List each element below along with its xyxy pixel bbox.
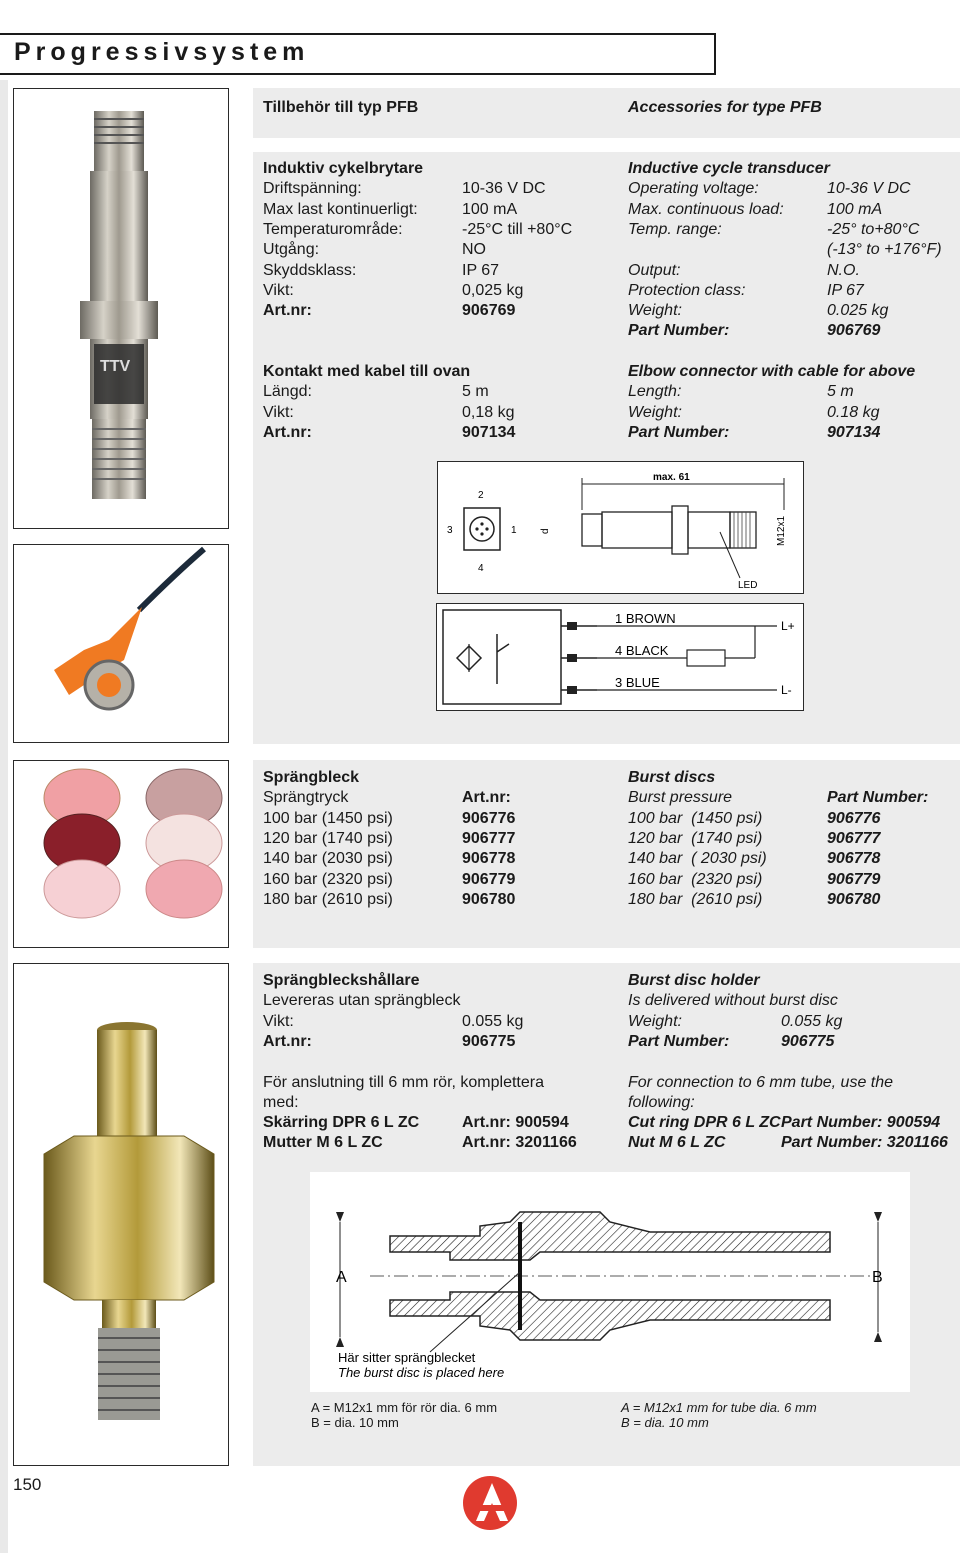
spec-value: 906769	[827, 322, 881, 340]
burst-discs-en	[0, 768, 960, 913]
pin-label: 2	[478, 490, 484, 501]
holder-note-en: For connection to 6 mm tube, use the	[628, 1073, 894, 1091]
page-title: Progressivsystem	[14, 38, 310, 66]
burst-discs-title-sv: Sprängbleck	[263, 769, 360, 786]
spec-label: Vikt:	[263, 1012, 294, 1030]
label-b: B	[872, 1269, 883, 1286]
spec-label: Temperaturområde:	[263, 220, 403, 238]
spec-value: 907134	[462, 423, 516, 441]
accessories-heading	[0, 98, 960, 120]
footnote-line: A = M12x1 mm för rör dia. 6 mm	[311, 1400, 498, 1415]
table-header: Art.nr:	[462, 789, 511, 807]
spec-label: Weight:	[628, 302, 682, 320]
spec-label: Operating voltage:	[628, 180, 759, 198]
spec-label: Max. continuous load:	[628, 200, 784, 218]
spec-label: Vikt:	[263, 281, 294, 299]
footnote-sv	[311, 1400, 611, 1432]
spec-value: 0.025 kg	[827, 302, 889, 320]
spec-label: Max last kontinuerligt:	[263, 200, 418, 218]
wire-label: 4 BLACK	[615, 643, 669, 658]
burst-disc-note-sv: Här sitter sprängblecket	[338, 1350, 476, 1365]
max-length-label: max. 61	[653, 472, 690, 483]
spec-label: Weight:	[628, 1012, 682, 1030]
spec-label: Temp. range:	[628, 220, 722, 238]
footnote-line: B = dia. 10 mm	[621, 1415, 709, 1430]
spec-value: 0.055 kg	[781, 1012, 843, 1030]
holder-subtitle-en: Is delivered without burst disc	[628, 992, 838, 1010]
spec-label: Protection class:	[628, 281, 746, 299]
artnr-cell: 906780	[827, 890, 881, 908]
transducer-title-en: Inductive cycle transducer	[628, 160, 830, 177]
spec-label: Art.nr:	[263, 302, 312, 320]
brand-logo-icon	[462, 1475, 518, 1531]
spec-label: Part Number:	[628, 1032, 730, 1050]
spec-value: -25° to+80°C	[827, 220, 920, 238]
burst-disc-note-en: The burst disc is placed here	[338, 1365, 505, 1380]
accessories-title-sv: Tillbehör till typ PFB	[263, 99, 419, 116]
holder-note-en: following:	[628, 1093, 695, 1111]
artnr-cell: 906778	[462, 850, 516, 868]
holder-spec-en	[0, 971, 960, 1156]
holder-title-sv: Sprängbleckshållare	[263, 972, 420, 989]
spec-value: 10-36 V DC	[462, 180, 546, 198]
artnr-cell: 906779	[827, 870, 881, 888]
pressure-cell: 120 bar (1740 psi)	[628, 829, 763, 847]
spec-label: Part Number:	[628, 322, 730, 340]
footnote-en	[621, 1400, 921, 1432]
pin-label: 4	[478, 563, 484, 574]
spec-value: 906775	[781, 1032, 835, 1050]
thread-label: M12x1	[776, 515, 787, 546]
spec-value: 0,025 kg	[462, 281, 524, 299]
spec-label: Driftspänning:	[263, 180, 362, 198]
pressure-cell: 140 bar (2030 psi)	[263, 850, 393, 868]
wire-label: 3 BLUE	[615, 675, 660, 690]
d-label: d	[540, 528, 551, 534]
spec-label: Vikt:	[263, 403, 294, 421]
cable-spec-en	[0, 362, 960, 444]
part-number: Art.nr: 900594	[462, 1114, 569, 1132]
artnr-cell: 906779	[462, 870, 516, 888]
part-number: Art.nr: 3201166	[462, 1134, 577, 1152]
part-name: Skärring DPR 6 L ZC	[263, 1114, 420, 1132]
artnr-cell: 906776	[462, 809, 516, 827]
footnote-line: A = M12x1 mm for tube dia. 6 mm	[621, 1400, 817, 1415]
spec-value: 100 mA	[827, 200, 883, 218]
burst-discs-title-en: Burst discs	[628, 769, 716, 786]
cable-connector-photo	[13, 544, 229, 743]
pin-label: 1	[511, 525, 517, 536]
transducer-title-sv: Induktiv cykelbrytare	[263, 160, 424, 177]
spec-label: Art.nr:	[263, 423, 312, 441]
spec-value: 906775	[462, 1032, 516, 1050]
artnr-cell: 906778	[827, 850, 881, 868]
holder-section-drawing	[310, 1172, 910, 1392]
spec-value: 0.18 kg	[827, 403, 880, 421]
spec-value: N.O.	[827, 261, 860, 279]
spec-label: Part Number:	[628, 423, 730, 441]
pressure-cell: 160 bar (2320 psi)	[628, 870, 763, 888]
spec-value: 5 m	[462, 383, 489, 401]
spec-label: Output:	[628, 261, 681, 279]
page-number: 150	[13, 1475, 42, 1494]
spec-value: 5 m	[827, 383, 854, 401]
artnr-cell: 906776	[827, 809, 881, 827]
spec-label: Utgång:	[263, 241, 320, 259]
spec-value: (-13° to +176°F)	[827, 241, 942, 259]
footnote-line: B = dia. 10 mm	[311, 1415, 399, 1430]
dimension-drawing	[437, 461, 804, 594]
spec-value: 906769	[462, 302, 516, 320]
holder-note-sv: med:	[263, 1093, 299, 1111]
spec-value: IP 67	[827, 281, 864, 299]
transducer-spec-en	[0, 159, 960, 349]
part-name: Nut M 6 L ZC	[628, 1134, 726, 1152]
plus-label: L+	[781, 619, 795, 633]
pin-label: 3	[447, 525, 453, 536]
spec-value: -25°C till +80°C	[462, 220, 573, 238]
part-name: Mutter M 6 L ZC	[263, 1134, 383, 1152]
artnr-cell: 906777	[827, 829, 881, 847]
spec-label: Length:	[628, 383, 682, 401]
pressure-cell: 100 bar (1450 psi)	[628, 809, 763, 827]
minus-label: L-	[781, 683, 792, 697]
spec-label: Skyddsklass:	[263, 261, 357, 279]
holder-title-en: Burst disc holder	[628, 972, 760, 989]
spec-label: Weight:	[628, 403, 682, 421]
label-a: A	[336, 1269, 347, 1286]
spec-value: 10-36 V DC	[827, 180, 911, 198]
pressure-cell: 160 bar (2320 psi)	[263, 870, 393, 888]
pressure-cell: 100 bar (1450 psi)	[263, 809, 393, 827]
spec-value: 0.055 kg	[462, 1012, 524, 1030]
part-name: Cut ring DPR 6 L ZC	[628, 1114, 781, 1132]
wire-label: 1 BROWN	[615, 611, 676, 626]
table-header: Sprängtryck	[263, 789, 349, 807]
wiring-diagram	[436, 603, 804, 711]
table-header: Burst pressure	[628, 789, 733, 807]
holder-note-sv: För anslutning till 6 mm rör, komplettera	[263, 1073, 544, 1091]
spec-value: 907134	[827, 423, 881, 441]
part-number: Part Number: 900594	[781, 1114, 941, 1132]
accessories-title-en: Accessories for type PFB	[628, 99, 822, 116]
pressure-cell: 120 bar (1740 psi)	[263, 829, 393, 847]
spec-value: NO	[462, 241, 486, 259]
part-number: Part Number: 3201166	[781, 1134, 948, 1152]
spec-label: Art.nr:	[263, 1032, 312, 1050]
artnr-cell: 906780	[462, 890, 516, 908]
svg-text:TTV: TTV	[100, 358, 131, 375]
artnr-cell: 906777	[462, 829, 516, 847]
cable-title-sv: Kontakt med kabel till ovan	[263, 363, 471, 380]
pressure-cell: 180 bar (2610 psi)	[628, 890, 763, 908]
pressure-cell: 140 bar ( 2030 psi)	[628, 850, 767, 868]
spec-value: 100 mA	[462, 200, 518, 218]
led-label: LED	[738, 580, 758, 591]
pressure-cell: 180 bar (2610 psi)	[263, 890, 393, 908]
table-header: Part Number:	[827, 789, 929, 807]
spec-label: Längd:	[263, 383, 312, 401]
cable-title-en: Elbow connector with cable for above	[628, 363, 916, 380]
holder-subtitle-sv: Levereras utan sprängbleck	[263, 992, 461, 1010]
spec-value: 0,18 kg	[462, 403, 515, 421]
spec-value: IP 67	[462, 261, 500, 279]
